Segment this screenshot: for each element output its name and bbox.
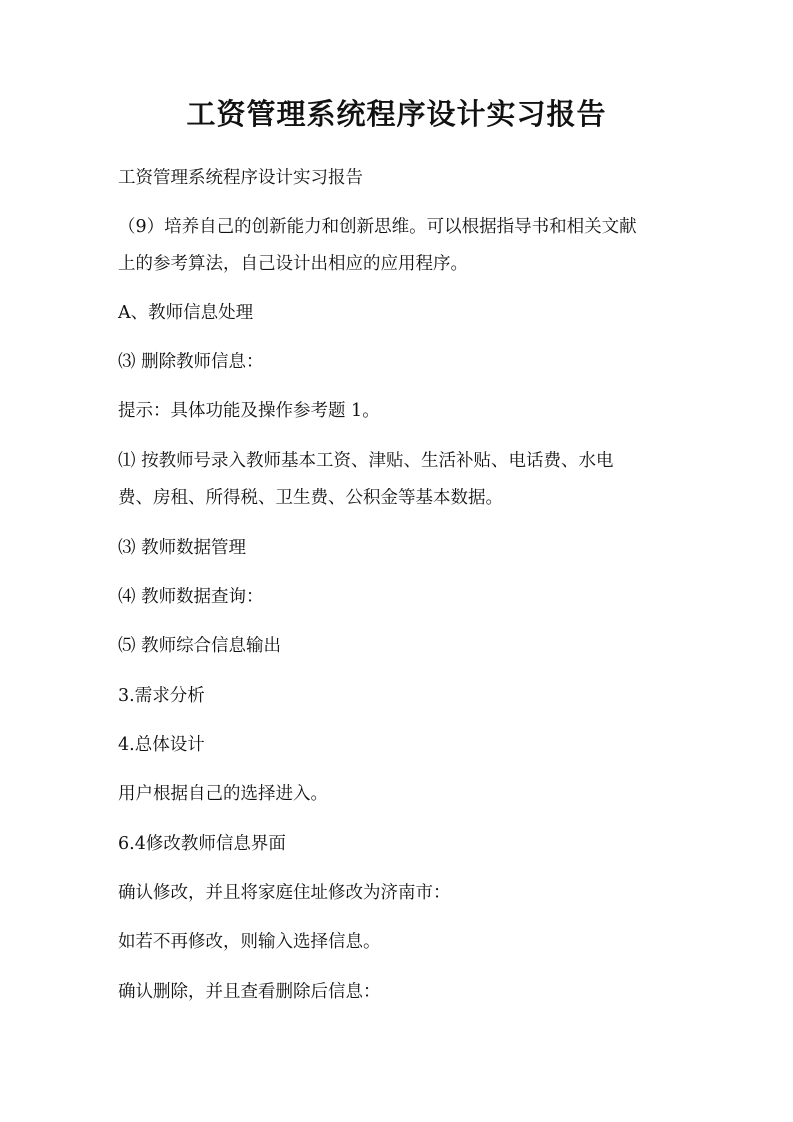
paragraph-modify-interface: 6.4修改教师信息界面 — [118, 834, 286, 854]
document-title: 工资管理系统程序设计实习报告 — [186, 97, 607, 131]
paragraph-confirm-modify: 确认修改，并且将家庭住址修改为济南市： — [118, 883, 451, 903]
paragraph-section-a: A、教师信息处理 — [118, 303, 254, 323]
paragraph-data-management: ⑶ 教师数据管理 — [118, 538, 247, 558]
paragraph-delete-teacher: ⑶ 删除教师信息： — [118, 352, 264, 372]
paragraph-info-output: ⑸ 教师综合信息输出 — [118, 636, 282, 656]
paragraph-no-more-modify: 如若不再修改，则输入选择信息。 — [118, 932, 381, 952]
paragraph-requirements: 3.需求分析 — [118, 686, 205, 706]
paragraph-9-line2: 上的参考算法，自己设计出相应的应用程序。 — [118, 254, 468, 274]
paragraph-user-choice: 用户根据自己的选择进入。 — [118, 784, 328, 804]
paragraph-confirm-delete: 确认删除，并且查看删除后信息： — [118, 982, 381, 1002]
paragraph-9-line1: （9）培养自己的创新能力和创新思维。可以根据指导书和相关文献 — [118, 217, 637, 237]
paragraph-input-line2: 费、房租、所得税、卫生费、公积金等基本数据。 — [118, 488, 503, 508]
paragraph-input-line1: ⑴ 按教师号录入教师基本工资、津贴、生活补贴、电话费、水电 — [118, 451, 614, 471]
paragraph-hint: 提示：具体功能及操作参考题 1。 — [118, 401, 380, 421]
paragraph-overall-design: 4.总体设计 — [118, 735, 205, 755]
paragraph-data-query: ⑷ 教师数据查询： — [118, 587, 264, 607]
paragraph-subtitle: 工资管理系统程序设计实习报告 — [118, 168, 363, 188]
